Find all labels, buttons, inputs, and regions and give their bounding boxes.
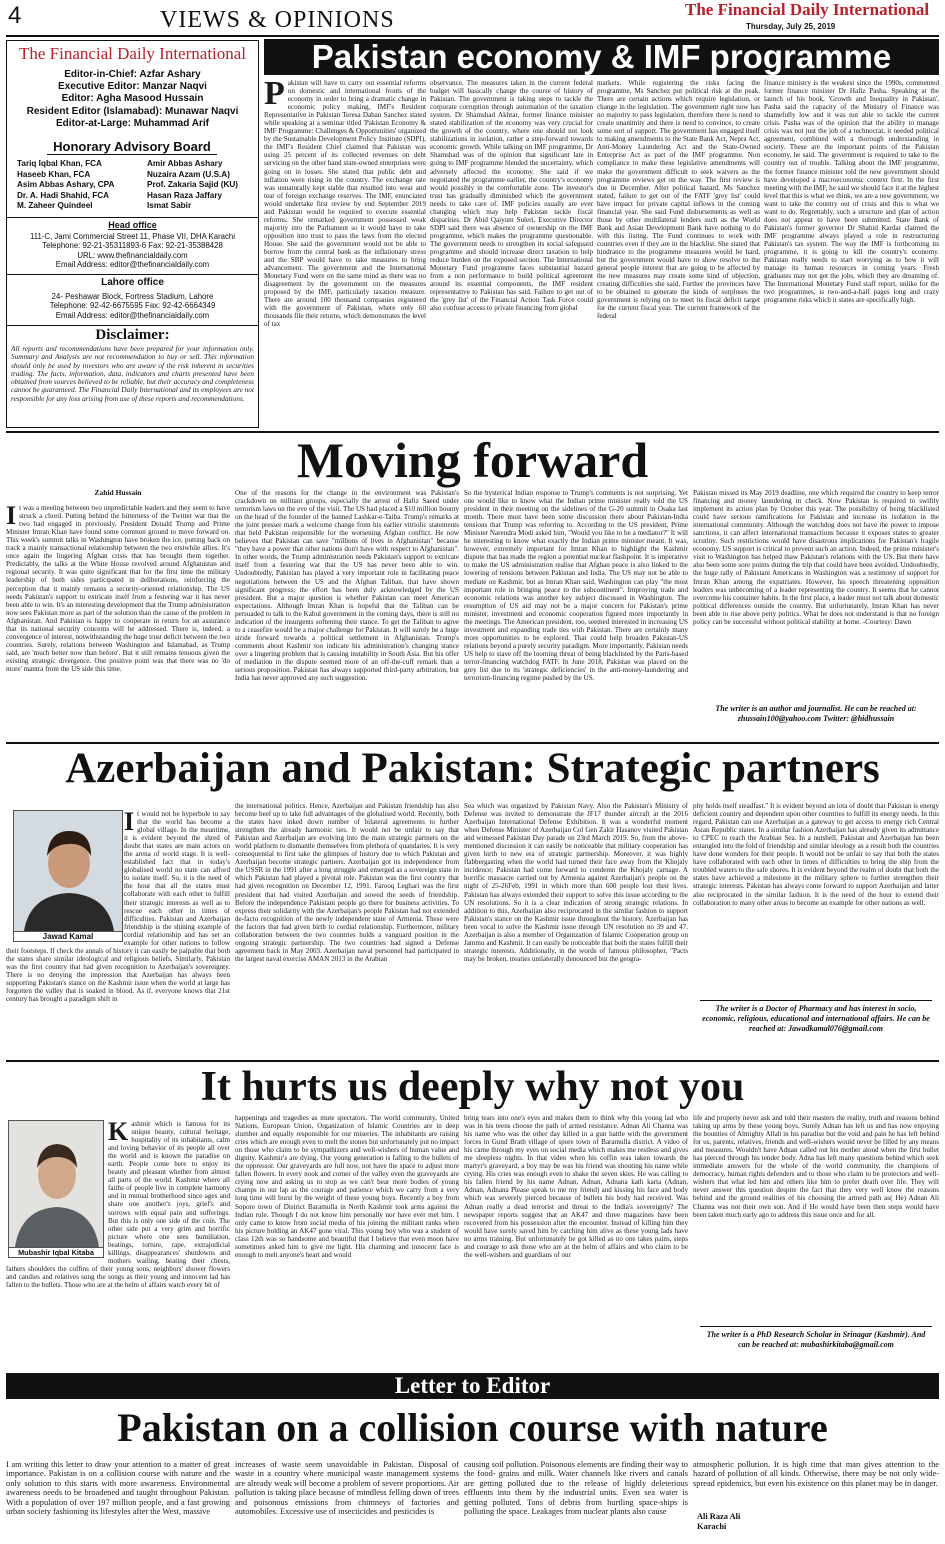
moving-author-bio: The writer is an author and journalist. He can be reached at: zhussain100@yahoo.com Twitter: @hidhussain xyxy=(715,704,917,723)
photo-wrap xyxy=(6,810,124,946)
hurts-author-bio: The writer is a PhD Research Scholar in Srinagar (Kashmir). And can be reached at: mubashirkitaba@gmail.com xyxy=(700,1326,932,1366)
board-member: Prof. Zakaria Sajid (KU) xyxy=(147,180,238,190)
signature-city: Karachi xyxy=(697,1521,727,1531)
board-member: Amir Abbas Ashary xyxy=(147,159,223,168)
editor-line: Editor-at-Large: Muhammad Arif xyxy=(56,117,209,129)
editor-line: Editor: Agha Masood Hussain xyxy=(61,93,204,105)
editor-list xyxy=(7,69,258,130)
imf-column-1 xyxy=(264,79,426,427)
hurts-column-3 xyxy=(464,1114,688,1366)
advisory-board-title: Honorary Advisory Board xyxy=(47,139,217,155)
column-text: atmospheric pollution. It is high time that man gives attention to the hazard of pollution of all kinds. Otherwise, there may be not only wide-spread epidemics, but even his existence on this planet may be in danger. xyxy=(693,1460,939,1488)
imf-column-4 xyxy=(764,79,939,427)
letter-banner: Letter to Editor xyxy=(6,1373,939,1399)
letter-column-1 xyxy=(6,1460,230,1540)
board-member: Asim Abbas Ashary, CPA xyxy=(17,180,115,190)
author-caption: Mubashir Iqbal Kitaba xyxy=(9,1247,103,1258)
page-header xyxy=(0,0,945,38)
board-member: Ismat Sabir xyxy=(147,201,192,211)
column-text: So the hysterical Indian response to Trump's comments is not surprising. Yet one would like to know what the Indian prime minister really told the US president in their meeting on the sidelines of the G-20 summit in Osaka last month. There must have been some discussion there about Pakistan-India tensions that Trump was referring to. According to the US president, Prime Minister Narendra Modi asked him, "Would you like to be a mediator?" It will be interesting to know what exactly the Indian prime minister meant. It was, however, extremely important for Imran Khan to highlight the Kashmir dispute that has made the region a potential nuclear flashpoint. It is imperative to make the US administration realise that Afghan peace is also linked to the lowering of tensions between Pakistan and India. The US may not be able to mediate on Kashmir, but as Imran Khan said, Washington can play "the most important role in bringing peace to the subcontinent". Improving trade and economic relations was another key subject discussed in Washington. The resumption of US aid may not be a major concern for Pakistan's prime minister, investment and economic cooperation figured more importantly in the meetings. The American president, too, seemed interested in increasing US investment and expanding trade ties with Pakistan. There are certainly many more opportunities to be explored. That could help broaden Pakistan-US relations beyond a purely security paradigm. More importantly, Pakistan needs US help to stave off the looming threat of being blacklisted by the Paris-based terror-financing watchdog FATF. In June 2018, Pakistan was placed on the grey list due to its 'strategic deficiencies' in the anti-money-laundering and terrorism-financing regime pushed by the US. xyxy=(464,489,688,683)
column-text: increases of waste seem unavoidable in Pakistan. Disposal of waste in a country where municipal waste management systems are already weak will become a problem of severe proportions. Air pollution is taking place because of mindless felling down of trees and poisonous emissions from chimneys of factories and automobiles. Excessive use of insecticides and pesticides is xyxy=(235,1460,459,1517)
board-member: M. Zaheer Quindeel xyxy=(17,201,93,211)
advisory-board-right xyxy=(147,159,238,212)
board-member: Tariq Iqbal Khan, FCA xyxy=(17,159,102,168)
board-member: Haseeb Khan, FCA xyxy=(17,169,91,179)
board-member: Hasan Raza Jaffary xyxy=(147,190,223,200)
column-text: I am writing this letter to draw your attention to a matter of great importance. Pakistan is on a collision course with nature and the only solution to this starts with more awareness. Environmental awareness needs to be broadened and taught throughout Pakistan. With a population of over 197 million people, and a fast growing urban society fashioning its lifestyles after the West, massive xyxy=(6,1460,230,1517)
column-text: causing soil pollution. Poisonous elements are finding their way to the food- grains and milk. Water channels like rivers and canals are getting polluted due to the release of highly deleterious effluents into them by the industrial units. Even sea water is getting polluted. Tons of debris from hurtling space-ships is polluting the space. Leakages from nuclear plants also cause xyxy=(464,1460,688,1517)
column-text: Sea which was organized by Pakistan Navy. Also the Pakistan's Ministry of Defense was invited to demonstrate the JF17 thunder aircraft at the 2016 Azerbaijan International Defense Exhibition. It was a wonderful moment when Defense Minister of Azerbaijan Col Gen Zakir Hasanov visited Pakistan and witnessed Pakistan Day parade on 23rd March 2019. So, from the above-mentioned discussion it can easily be noticeable that military cooperation has given birth to new era of strategic partnership. Moreover, it was highly flabbergasting when the world had turned their face away from the Khojaly incidence; Pakistan had come forward to condemn the Khojaly carnage. A horrific massacre carried out by Armenia against Azerbaijan's people on the night of 25-26Feb, 1991 in which more than 600 people lost their lives. Pakistan has always extended their support to solve this issue according to the UN resolutions. So it is a clear indication of strong strategic relations. In addition to this, Azerbaijan also reciprocated in the similar fashion to support Pakistan's stance on the Kashmir issue throughout the history. Azerbaijan has been vocal to solve the Kashmir issue through UN resolution no 39 and 47. Azerbaijan is also a member of Organization of Islamic Cooperation group on Jammu and Kashmir. It can easily be noticeable that both the states fulfill their strategic interests. Additionally, in the words of famous philosopher, "Pacts may be broken, treaties unilaterally denounced but the geogra- xyxy=(464,802,688,963)
masthead-divider xyxy=(7,325,258,326)
column-text: phy holds itself steadfast." It is evident beyond an iota of doubt that Pakistan is energy deficient country and dependent upon other countries to fulfill its energy needs. In this regard, Pakistan can use Azerbaijan as a gateway to get access to energy rich Central Asian Republic states. In a similar fashion Azerbaijan has already given its admittance to CPEC to reach the Arabian Sea. In a nutshell, Pakistan and Azerbaijan has been entangled into the fold of friendship and similar ideology as a result both the countries have done wonders for their people. It would not be unfair to say that both the states have collaborated with each other in times of difficulties to bring the ship from the troubled waters to the safe shores. It is evident beyond the realm of doubt that both the states have achieved a milestone in the military sphere to further strengthen their strategic interests. Pakistan has always come forward to support Azerbaijan and latter also reciprocated in the similar fashion. It is the need of the hour to extend their collaboration to many other areas to become an example for other nations as well. xyxy=(693,802,939,907)
advisory-board-left xyxy=(17,159,114,212)
signature-name: Ali Raza Ali xyxy=(697,1512,741,1521)
hurts-column-1 xyxy=(6,1120,230,1366)
letter-column-3 xyxy=(464,1460,688,1540)
column-text: t would not be hyperbole to say that the world has become a global village. In the meantime, it is evident beyond the shred of doubt that states are main actors on the arena of world stage. It is well-established fact that in today's globalised world no state can afford to isolate itself. So, it is the need of the hour that all the states must collaborate with each other to fulfill their strategic interests as well as to rescue each other in times of difficulties. Pakistan and Azerbaijan friendship is the shining example of cordial relationship and has set an example for other nations to follow their footsteps. If check the annals of history it can easily be palpable that both the states share similar ideological and religious beliefs. Similarly, Pakistan was the first country that had given recognition to Azerbaijan's sovereignty. There is no denying the impression that Azerbaijan has always been supporting Pakistan's stance on the Kashmir issue when the world at large has forgotten the valley that is soaked in blood. As if, everyone knows that 21st century has brought a paradigm shift in xyxy=(6,810,230,1004)
head-office-title: Head office xyxy=(108,220,157,230)
masthead-divider xyxy=(7,274,258,275)
imf-column-2 xyxy=(430,79,593,427)
moving-headline: Moving forward xyxy=(296,432,649,488)
head-office-address xyxy=(7,232,258,270)
column-text: bring tears into one's eyes and makes them to think why this young lad who was in his teens choose the path of armed resistance. Adnan Ali Channa was his name who was the other day killed in a gun battle with the government forces in Gund Brath village of spore town of Baramulla district. A video of his came through my eyes on social media which makes me restless and gives me sleepless nights. In that video when his coffin was taken towards the martyr's graveyard, a boy may be was his friend was shouting his name while crying. His cries was enough even to shake the seven skies. He was calling to his fallen friend by his name Adnan, Adnan, Adnana kath karta (Adnan, Adnan, Adnana Please speak to me my friend) and kissing his face and body which was severely pierced because of bullets his body had received. Was Adnan really a dead terrorist and threat to the India's sovereignty? The newspaper reports suggest that an AK47 and three magazines have been recovered from his possession after the encounter. Instead of killing him they would have surely saved him by catching him alive as these young lads have no arms training. But unfortunately he got killed as no one takes pains, steps and courage to ask those who are at the helm of affairs and who claim to be the well-wishers and guardians of our xyxy=(464,1114,688,1259)
letter-headline: Pakistan on a collision course with nature xyxy=(117,1405,828,1450)
column-text: One of the reasons for the change in the environment was Pakistan's crackdown on militant groups, especially the arrest of Hafiz Saeed under terrorism laws on the eve of the visit. The US had placed a $10 million bounty on the head of the founder of the banned Lashkar-e-Taiba. Trump's remarks at the joint presser mark a welcome change from his earlier vitriolic statements that held Pakistan responsible for the worsening Afghan conflict. He now believes that Pakistan can save "millions of lives in Afghanistan" because "they have a power that other nations don't have with respect to Afghanistan". In other words, the Trump administration needs Pakistan's support to extricate itself from a festering war that the US has never been able to win. Undoubtedly, Pakistan has played a very important role in facilitating peace negotiations between the US and the Afghan Taliban, that have shown significant progress; the effort has been duly acknowledged by the US president. But a major question is whether Pakistan can meet American expectations. Although Imran Khan is hopeful that the Taliban can be persuaded to talk to the Kabul government in the coming days, there is still no indication of the insurgents softening their stance. To get the Taliban to agree to a ceasefire would be a major challenge for Pakistan. It will surely be a huge stride forward towards a political settlement in Afghanistan. Trump's comments about Kashmir too indicate his administration's changing stance over a lingering problem that is causing instability in South Asia. But his offer of mediation in the dispute seemed more of an off-the-cuff remark than a serious proposition. Pakistan has always supported third-party arbitration, but India has never approved any such suggestion. xyxy=(235,489,459,683)
page-number: 4 xyxy=(8,2,22,29)
disclaimer-title: Disclaimer: xyxy=(95,327,170,343)
dropcap: K xyxy=(108,1120,129,1146)
moving-column-4 xyxy=(693,489,939,695)
address-line: Telephone: 92-42-6675595 Fax: 92-42-6664349 xyxy=(49,301,216,311)
dropcap: I xyxy=(124,810,135,836)
masthead-divider xyxy=(7,217,258,218)
author-caption: Jawad Kamal xyxy=(14,931,122,942)
lahore-office-address xyxy=(7,292,258,320)
column-text: ashmir which is famous for its unique beauty, cultural heritage, hospitality of its inhabitants, calm and loving behavior of its people all over the world and is known the paradise on earth. People come here to enjoy its beauty and pleasant whether from almost all parts of the world. Kashmir where all faiths of people live in complete harmony and in mutual brotherhood since ages and share one another's joys, grief's and sorrows with equal pain and sufferings. But this is only one side of the coin. The other side put a very grim and horrific picture where one sees humiliation, beatings, torture, rape, extrajudicial killings, disappearances' shutdowns and mothers wailing, beating their chests, fathers shoulders the coffins of their young sons, neighbors' shower flowers and candies and relatives sung the songs as their young and innocent lad has fallen to the bullets. Those who are at the helm of affairs watch every bit of xyxy=(6,1120,230,1289)
header-rule xyxy=(6,35,939,37)
editor-line: Executive Editor: Manzar Naqvi xyxy=(58,81,207,93)
column-text: t was a meeting between two unpredictable leaders and they seem to have struck a chord. Putting behind the bitterness of the Twitter war that the two had engaged in previously, President Donald Trump and Prime Minister Imran Khan have found some common ground to move forward on. This week's summit talks in Washington have broken the ice, putting back on track a mainly transactional relationship between the two erstwhile allies. It's once again the lingering Afghan crisis that has brought them together. Predictably, the talks at the White House revolved around Afghanistan and regional security. It was quite significant that for the first time the military leadership of both sides participated in deliberations, reinforcing the perception that it mainly remains a security-oriented relationship. The US needs Pakistan's support to extricate itself from a festering war it has never been able to win. It's an interesting development that the Trump administration now sees Pakistan more as part of the solution than the cause of the problem in Afghanistan. And Pakistan is happy to cooperate in return for an assurance that its national security concerns will be addressed. There is, indeed, a convergence of interest, notwithstanding the huge trust deficit between the two countries. Surely, relations between Washington and Islamabad, as Trump said, are 'much better now than before'. But it still remains tenuous given the existing strategic divergence. One positive point was that there was no 'do more' mantra from the US side this time. xyxy=(6,504,230,673)
azerbaijan-author-bio: The writer is a Doctor of Pharmacy and has interest in socio, economic, religious, educational and international affairs. He can be reached at: Jawadkamal076@gmail.com xyxy=(700,1000,932,1050)
byline: Zahid Hussain xyxy=(94,489,142,497)
column-text: markets. While registering the risks facing the programme, Ms Sanchez put political risk at the peak. There are certain actions which require legislation, or change in the legislation. The government right now has no majority to pass legislation, therefore there is need to create unanimity and there is need to convince, to create some sort of support. The government has engaged itself to making amendments to the State Bank Act, Nepra Act, Anti-Money Laundering Act and the State-Owned Enterprise Act as part of the IMF programme. Non compliance to make these legislative amendments will make the government difficult to seek waivers as the programme reviews get on the way. The first review is due in December. After political hazard, Ms Sanchez stated, failure to get out of the FATF 'grey list' could have impact for private capital inflows in the coming financial year. She said Fund disbursements as well as those by other multilateral lenders such as the World Bank and Asian Development Bank have nothing to do with this listing. The Fund continues to work with countries even if they are in the blacklist. She stated that hindrance to the programme measures would be hard, but the government would have to show resolve to the general people interest that are going to be affected by the new measures may create some kind of objection, creating difficulties she said. Further the provinces have to be obtained to generate the kinds of surpluses the government is relying on to meet its fiscal deficit target for the current fiscal year. The current framework of the federal xyxy=(597,79,760,321)
column-text: finance ministry is the weakest since the 1990s, commented former finance minister Dr Hafiz Pasha. Speaking at the launch of his book, 'Growth and Inequality in Pakistan', Pasha said the capacity of the Ministry of Finance was shamefully low and it was not able to tackle the current crisis. Pasha was of the opinion that the ability to manage crisis was not just the job of a technocrat, it needed political agreement, combined with a thorough understanding in society. These are the important points of the Pakistan economy, he said. The government is required to take to the country out of trouble. Talking about the IMF programme, the former finance minister told the new government should have developed a macroeconomic context first. In the first meeting with the IMF, he said we should face it at the highest level that this is what we think, we are a new government, we want to take the country out of crisis and this is what we want to do. Regrettably, such a structure and plan of action does not appear to have been submitted. State Bank of Pakistan's former governor Dr Shahid Kardar claimed the IMF programme always played a role in restructuring Pakistan's tax system. The way the IMF is forthcoming its programme, it is going to kill the country's economy. Pakistan really needs to start worrying as to how it will manage its human resources in coming years. Fresh graduates may not get the jobs, which they are dreaming of. The International Monetary Fund staff report, unlike for the two programmes, is two-and-a-half pages long and crazy programme risks which it states are specifically high. xyxy=(764,79,939,305)
masthead-title: The Financial Daily International xyxy=(18,44,247,63)
dropcap: P xyxy=(264,79,285,112)
dropcap: I xyxy=(6,501,17,531)
moving-column-2 xyxy=(235,489,459,739)
board-member: Nuzaira Azam (U.S.A) xyxy=(147,169,230,179)
column-text: akistan will have to carry out essential reforms on domestic and international fronts of the economy in order to bring a dramatic change in economic policy making, IMF's Resident Representative in Pakistan Teresa Daban Sanchez stated while speaking at a seminar titled 'Pakistan Economy & IMF Programme: Challenges & Opportunities' organized by the Sustainable Development Policy Institute (SDPI), the IMF's Resident Chief claimed that Pakistan was using 25 percent of its collected revenues on debt servicing on the other hand state-owned enterprises were going on in losses. She stated that public debt and inflation were rising in the country. The exchange rate was unnaturally kept stable that resulted into wear and tear of foreign exchange reserves. The IMF, enunciated would undertake first review by end September 2019 and Pakistan would be required to execute essential reforms. She remarked government possessed weak majority into the Parliament so it would have to take opposition into trust to pass the laws from the elected House. She said the government would not be able to borrow from the central bank as the inflationary stress and the SBP would have to take measures to bring advancement. The government and the International Monetary Fund were on the same mind as there was no disagreement by the government on the measures proposed by the IMF, particularly taxation measure. There are around 100 thousand companies registered with the government of Pakistan, where only 60 thousands file their returns, which demonstrates the level of tax xyxy=(264,79,426,329)
board-member: Dr. A. Hadi Shahid, FCA xyxy=(17,190,110,200)
address-line: Telephone: 92-21-35311893-6 Fax: 92-21-35388428 xyxy=(42,241,223,251)
address-line: Email Address: editor@thefinancialdaily.com xyxy=(55,260,210,270)
issue-date: Thursday, July 25, 2019 xyxy=(746,22,836,31)
address-line: Email Address: editor@thefinancialdaily.com xyxy=(55,310,210,320)
editor-line: Resident Editor (Islamabad): Munawar Naqvi xyxy=(26,105,239,117)
address-line: 111-C, Jami Commercial Street 11, Phase VII, DHA Karachi xyxy=(30,232,235,241)
disclaimer-text: All reports and recommendations have been prepared for your information only. Summary and Analysis are not recommendation to buy or sell. This information should only be used by investors who are aware of the risk inherent in securities trading. The facts, information, data, indicators and charts presented have been obtained from sources believed to be reliable, but their accuracy and completeness cannot be guaranteed. The Financial Daily International and its employees are not responsible for any loss arising from use of these reports and recommendations. xyxy=(11,345,254,403)
azerbaijan-headline: Azerbaijan and Pakistan: Strategic partners xyxy=(65,745,880,792)
moving-column-1 xyxy=(6,489,230,739)
column-text: life and property never ask and told their masters the reality, truth and reasons behind taking up arms by these young boys. Surely Adnan has left us and has now enjoying the bounties of Almighty Allah in his paradise but the void and pain he has left behind for us, parents, relatives, friends and well-wishers would never be filled by any means and measures. Wouldn't have Adnan called out his mother aloud when the first bullet has pierced through his tender body. Adna has left many questions behind which seek immediate answers for the whole of the world community, the champions of democracy, human rights defenders and to those who claim to be protectors and well-wishers that what led him and others like him to prefer death over life. They will never answer this question despite the fact that they very well know the reasons behind and the ground realities of his choosing the armed path as( He) Adnan Ali Channa was not their own son. And if He would have been then steps would have been taken much early ago to address this issue once and for all. xyxy=(693,1114,939,1219)
column-text: happenings and tragedies as mute spectators. The world community, United Nations, European Union, Organization of Islamic Countries are in deep slumber and equally responsible for our miseries. The inhabitants are raising cries which are enough even to melt the stones but unfortunately put no impact on those who claim to be sympathizers and well-wishers of human value and dignity. Kashmir's are dying. Our young generation is falling to the bullets of the oppressor. Our graveyards are full now, not have the space to adjust more fallen flowers. In every nook and corner of the valley even the graveyards are crying now and asking us to stop as we can't bear more bodies of young champs in our lap as the courage and patience which we carry from a very long time will burst by the weight of these young boys. Recently a boy from Sopore town of District Baramulla in North Kashmir took arms against the Indian rule. Though I do not know him personally nor have ever met him. I only came to know from social media of his joining the militant ranks when his picture holding an AK47 gone viral. This young boy who was a student of class 12th was so handsome and beautiful that I believe that even moon have sometimes asked him to give me light. His charming and innocent face is enough to melt anyone's heart and would xyxy=(235,1114,459,1259)
column-text: Pakistan missed its May 2019 deadline, one which required the country to keep terror financing and money laundering in check. Now Pakistan is required to swiftly implement its action plan by October this year. The possibility of being blacklisted could have serious ramifications for Pakistan and increase its isolation in the international community. Although the watchdog does not have the power to impose sanctions, it can affect international transactions because it exposes states to greater scrutiny. Such restrictions would have disastrous implications for Pakistan's fragile economy. US support is critical to prevent such an action. Indeed, the prime minister's visit to Washington has helped thaw Pakistan's relations with the US. But there have also been some sore points during the trip that could have been avoided. Undoubtedly, the huge rally of Pakistani Americans in Washington was a testimony of support for Imran Khan among the expatriates. However, his speech threatening opposition leaders was unbecoming of a leader representing the country. It seems that he cannot overcome his container habits. In the first place, a leader must not talk about domestic political differences outside the country. But unfortunately, Imran Khan has never been able to rise above petty politics. What he does not understand is that no foreign policy can be successful without political stability at home. -Courtesy: Dawn xyxy=(693,489,939,626)
hurts-headline: It hurts us deeply why not you xyxy=(200,1064,745,1110)
masthead-box xyxy=(6,40,259,428)
photo-wrap xyxy=(6,1120,108,1262)
lahore-office-title: Lahore office xyxy=(101,277,164,288)
imf-column-3 xyxy=(597,79,760,427)
address-line: 24- Peshawar Block, Fortress Stadium, Lahore xyxy=(51,292,214,301)
letter-signature xyxy=(697,1512,740,1531)
azerbaijan-column-4 xyxy=(693,802,939,992)
moving-column-3 xyxy=(464,489,688,739)
hurts-column-4 xyxy=(693,1114,939,1318)
paper-name: The Financial Daily International xyxy=(685,0,930,19)
letter-column-4 xyxy=(693,1460,939,1510)
address-line: URL: www.thefinancialdaily.com xyxy=(77,250,188,260)
section-title: VIEWS & OPINIONS xyxy=(160,7,395,33)
editor-line: Editor-in-Chief: Azfar Ashary xyxy=(64,69,201,80)
hurts-column-2 xyxy=(235,1114,459,1366)
column-text: the international politics. Hence, Azerbaijan and Pakistan friendship has also become beef up to take full advantages of the globalised world. Recently, both the states have inked down number of bilateral agreements to further strengthen the already harmonic ties. It would not be unfair to say that Pakistan and Azerbaijan are evolving into the main strategic partners on the world platform to dismantle themselves from plethora of quandaries. It is very consequential to first take the glimpses of history due to which Pakistan and Azerbaijan become strategic partners. Azerbaijan got its independence from the USSR in the 1991 after a long struggle and emerged as a sovereign state in which Pakistan had played a pivotal role. Pakistan was the first country that had given recognition on December 12, 1991. Farooq Leghari was the first president that had visited Azerbaijan and sowed the seeds of friendship. Before the independence Pakistani people go there for business activities. To express their solidarity with the Azerbaijan's people Pakistan had not extended de-facto recognition of the newly independent state of Armenia. These were the factors that had given birth to cordial relationship. Furthermore, military collaboration between the two countries holds a vanguard position in the ongoing strategic partnership. The two countries had signed a Defense agreement back in May 2003. Azerbaijan naval personnel had participated in the largest naval exercise AMAN 2013 in the Arabian xyxy=(235,802,459,963)
imf-headline: Pakistan economy & IMF programme xyxy=(264,39,939,75)
letter-column-2 xyxy=(235,1460,459,1540)
column-text: observance. The measures taken in the current federal budget will basically change the course of history of Pakistan. The government is taking steps to tackle the corporate corruption through automation of the taxation system. Dr Shamshad Akhtar, former finance minister stated stabilization of the economy was very crucial for the growth of the country, where one should not look stabilizations in isolation, rather a step-forward towards economic growth. While talking on IMF programme, Dr Shamshad was of the opinion that significant late in going to IMF programme blended the uncertainty, which adversely affected the economy. She said if we negotiated the programme earlier, the country's economy would possibly in the comfortable zone. The investor's trust has gradually diminished which the government needs to take care of. IMF policies usually are ever changing which may help Pakistan tackle fiscal disparities. Dr Abid Qaiyum Suleri, Executive Director SDPI said there was absence of ownership on the IMF programme, which makes the programme questionable. The government needs to strengthen its social safeguard programme and should increase direct taxation to help reduce burden on the exposed section. The International Monetary Fund programme faces substantial hazard from a non performance to build political agreement around its essential components, the IMF resident representative to Pakistan has said. Failure to get out of the 'grey list' of the Financial Action Task Force could also confuse access to private financing from global xyxy=(430,79,593,313)
